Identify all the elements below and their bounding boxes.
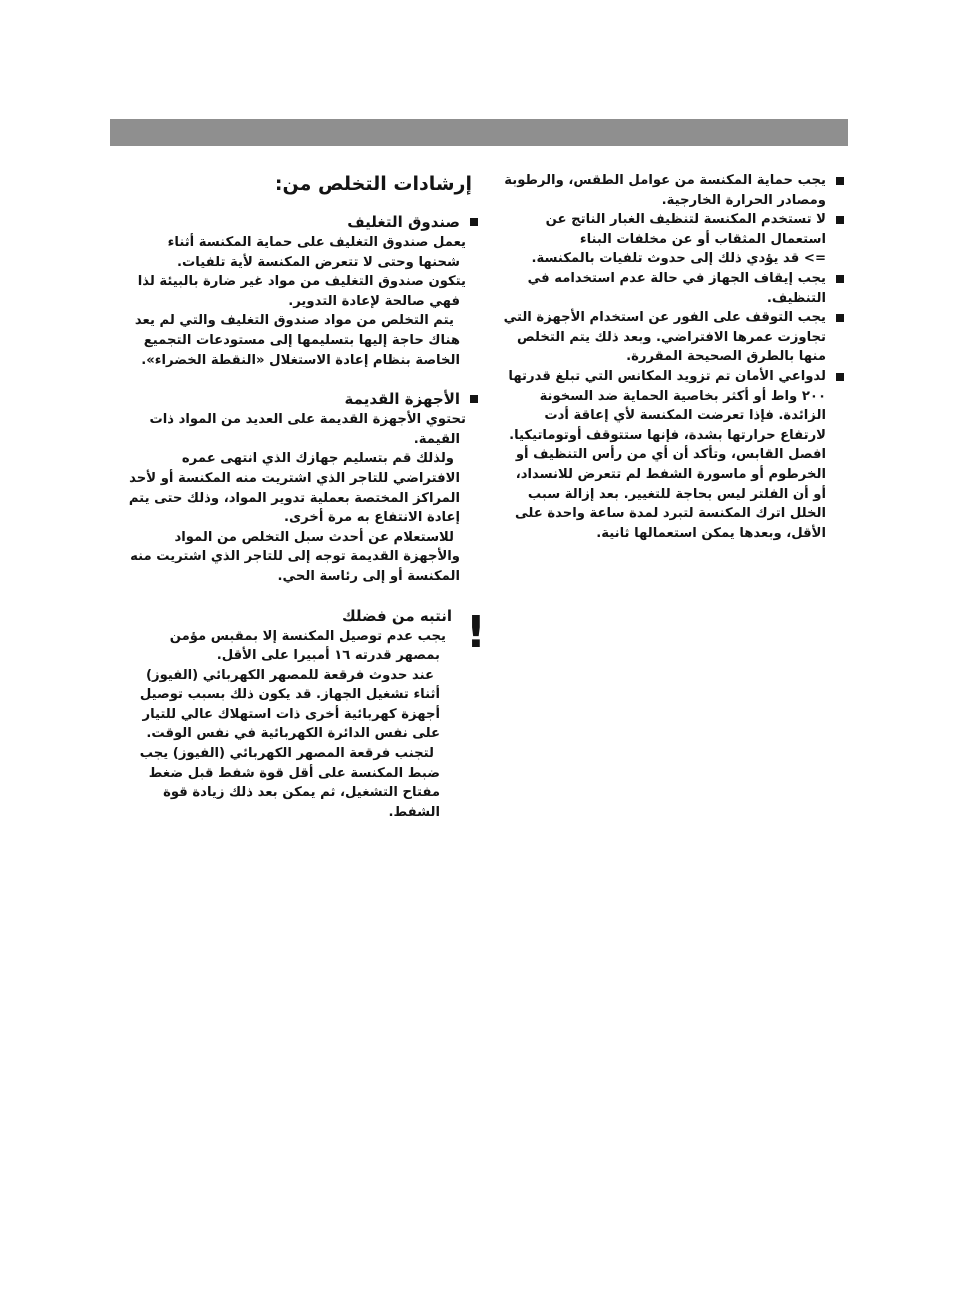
square-bullet-icon: [470, 395, 478, 403]
paragraph: يتكون صندوق التغليف من مواد غير ضارة بالبيئة لذا فهي صالحة لإعادة التدوير.: [137, 274, 466, 309]
safety-note: => قد يؤدي ذلك إلى حدوث تلفيات بالمكنسة.: [531, 251, 826, 267]
safety-item-expired-devices: [500, 308, 846, 367]
paragraph: لتجنب فرقعة المصهر الكهربائي (الفيوز) يجب ضبط المكنسة على أقل قوة شفط قبل ضغط مفتاح التشغيل، ثم يمكن بعد ذلك زيادة قوة الشفط.: [139, 746, 440, 820]
section-heading: [128, 211, 480, 233]
disposal-column: [128, 171, 486, 822]
square-bullet-icon: [470, 218, 478, 226]
section-heading-text: صندوق التغليف: [347, 213, 460, 231]
safety-item-overheat: [500, 367, 846, 543]
square-bullet-icon: [836, 216, 844, 224]
safety-text: لا تستخدم المكنسة لتنظيف الغبار الناتج عن استعمال المثقاب أو عن مخلفات البناء: [545, 212, 826, 247]
paragraph: ولذلك قم بتسليم جهازك الذي انتهى عمره الافتراضي للتاجر الذي اشتريت منه المكنسة أو لأحد المراكز المختصة بعملية تدوير المواد، وذلك حتى يتم إعادة الانتفاع به مرة أخرى.: [128, 451, 460, 526]
safety-text: يجب إيقاف الجهاز في حالة عدم استخدامه في التنظيف.: [527, 270, 826, 306]
warning-heading: انتبه من فضلك: [341, 606, 452, 625]
safety-item-switch-off: [500, 269, 846, 308]
section-heading-text: الأجهزة القديمة: [344, 390, 460, 409]
paragraph: يجب عدم توصيل المكنسة إلا بمقبس مؤمن بمصهر قدرته ١٦ أمبيرا على الأقل.: [169, 628, 446, 664]
section-heading: [128, 388, 480, 410]
safety-notes-column: [500, 171, 846, 543]
paragraph: للاستعلام عن أحدث سبل التخلص من المواد والأجهزة القديمة توجه إلى للتاجر الذي اشتريت منه المكنسة أو إلى رئاسة الحي.: [130, 529, 460, 584]
paragraph: تحتوي الأجهزة القديمة على العديد من المواد ذات القيمة.: [149, 412, 466, 447]
safety-text: يجب حماية المكنسة من عوامل الطقس، والرطوبة ومصادر الحرارة الخارجية.: [504, 173, 826, 208]
disposal-title: إرشادات التخلص من:: [274, 173, 472, 195]
paragraph: يتم التخلص من مواد صندوق التغليف والتي لم يعد هناك حاجة إليها بتسليمها إلى مستودعات التجميع الخاصة بنظام إعادة الاستغلال «النقطة الخضراء».: [134, 313, 460, 368]
safety-text: لدواعي الأمان تم تزويد المكانس التي تبلغ قدرتها ٢٠٠ واط أو أكثر بخاصية الحماية ضد السخونة الزائدة. فإذا تعرضت المكنسة لأي إعاقة أدت لارتفاع حرارتها بشدة، فإنها ستتوقف أوتوماتيكيا. افصل القابس، وتأكد أن أي من رأس التنظيف أو الخرطوم أو ماسورة الشفط لم تتعرض للانسداد، أو أن الفلتر ليس بحاجة للتغيير. بعد إزالة سبب الخلل اترك المكنسة لتبرد لمدة ساعة واحدة على الأقل، وبعدها يمكن استعمالها ثانية.: [508, 368, 826, 541]
safety-item-dust: [500, 210, 846, 269]
exclamation-icon: !: [465, 606, 486, 658]
section-old-devices: [128, 388, 480, 586]
square-bullet-icon: [836, 314, 844, 322]
square-bullet-icon: [836, 275, 844, 283]
square-bullet-icon: [836, 177, 844, 185]
safety-item-weather: [500, 171, 846, 210]
section-packaging: [128, 211, 480, 370]
paragraph: عند حدوث فرقعة للمصهر الكهربائي (الفيوز) أثناء تشغيل الجهاز. قد يكون ذلك بسبب توصيل أجهزة كهربائية أخرى ذات استهلاك عالي للتيار على نفس الدائرة الكهربائية في نفس الوقت.: [139, 667, 440, 742]
square-bullet-icon: [836, 373, 844, 381]
safety-text: يجب التوقف على الفور عن استخدام الأجهزة التي تجاوزت عمرها الافتراضي. وبعد ذلك يتم التخلص منها بالطرق الصحيحة المقررة.: [503, 310, 826, 365]
paragraph: يعمل صندوق التغليف على حماية المكنسة أثناء شحنها وحتى لا تتعرض المكنسة لأية تلفيات.: [167, 235, 466, 270]
header-bar: [110, 119, 848, 146]
warning-box: [128, 605, 486, 823]
